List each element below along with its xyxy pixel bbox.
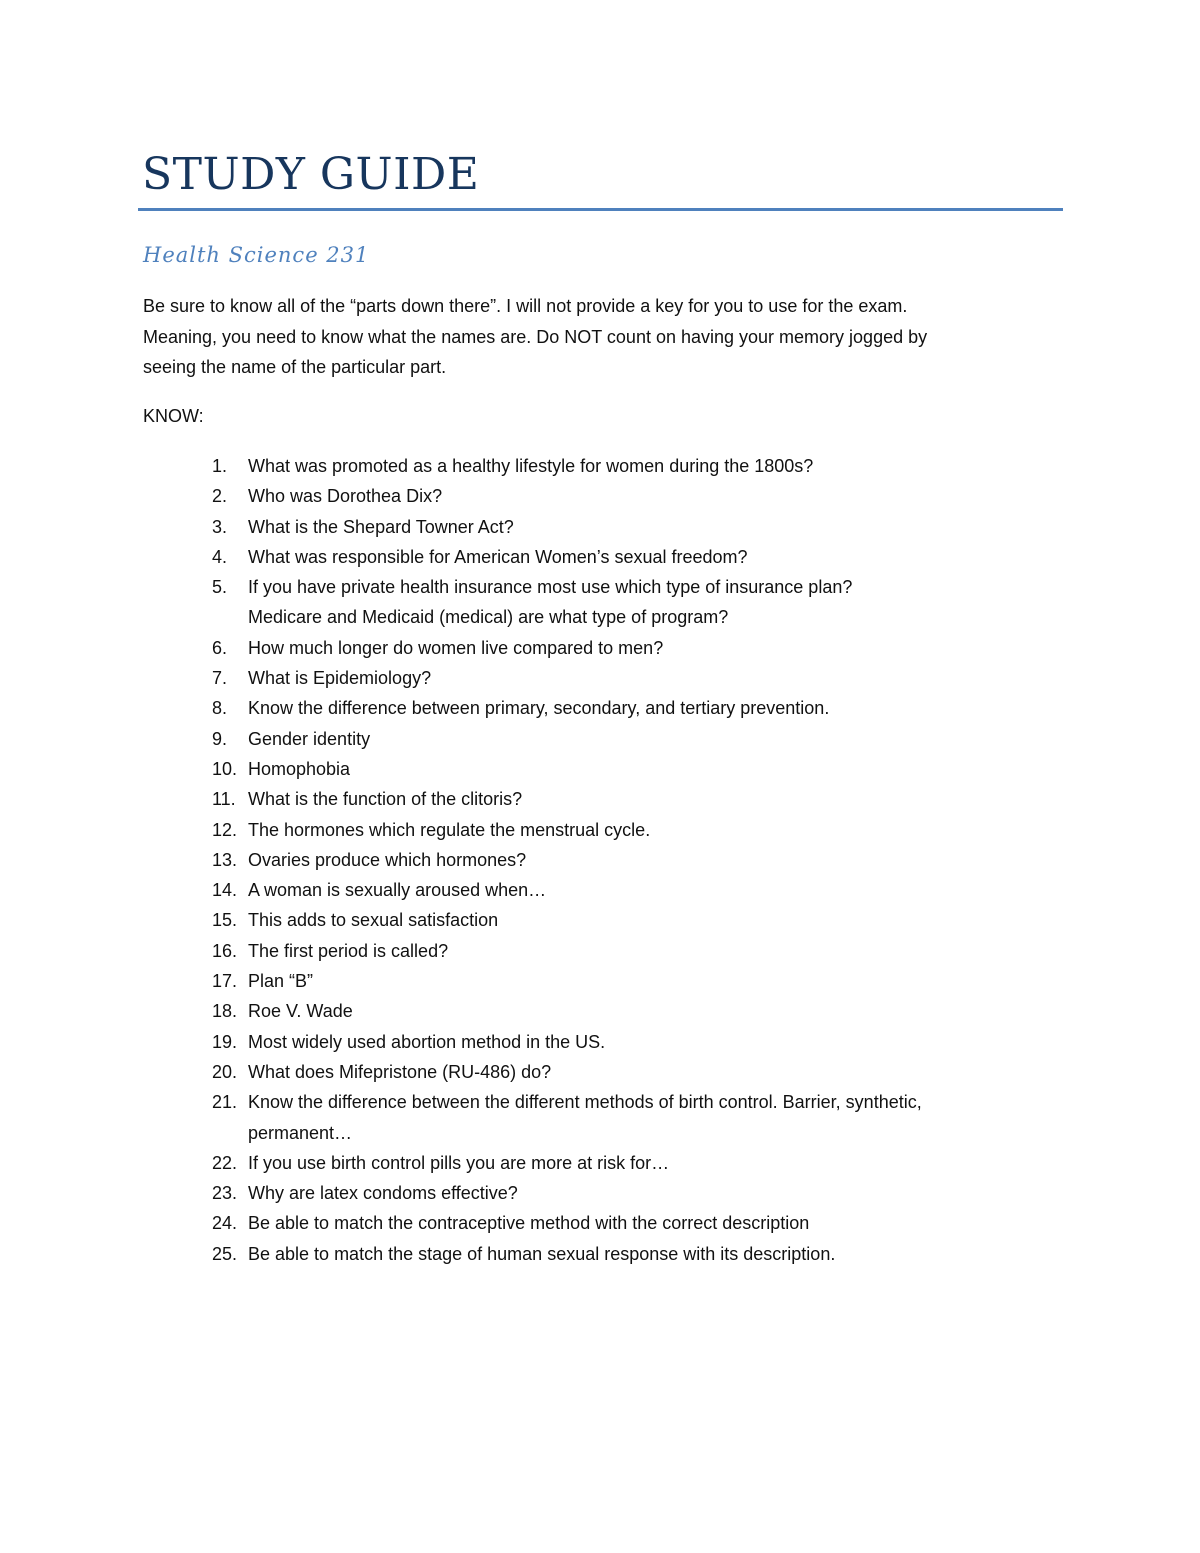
list-item-line: Plan “B” bbox=[248, 971, 314, 992]
list-item-text bbox=[248, 451, 813, 481]
list-item-number: 21. bbox=[212, 1092, 238, 1113]
list-item-line: permanent… bbox=[248, 1122, 353, 1143]
list-item bbox=[0, 845, 1200, 875]
intro-line: Be sure to know all of the “parts down there”. I will not provide a key for you to use for the exam. bbox=[143, 296, 908, 316]
list-item-line: A woman is sexually aroused when… bbox=[248, 880, 547, 901]
list-item-number: 10. bbox=[212, 758, 238, 779]
list-item-text bbox=[248, 936, 448, 966]
list-item-text bbox=[248, 1208, 809, 1238]
list-item-number: 16. bbox=[212, 940, 238, 961]
list-item-line: How much longer do women live compared to men? bbox=[248, 637, 664, 658]
list-item-line: Be able to match the contraceptive method with the correct description bbox=[248, 1213, 810, 1234]
list-item-text bbox=[248, 905, 498, 935]
intro-line: seeing the name of the particular part. bbox=[143, 357, 447, 377]
list-item-number: 24. bbox=[212, 1213, 238, 1234]
list-item-number: 25. bbox=[212, 1243, 238, 1264]
list-item-line: What was promoted as a healthy lifestyle for women during the 1800s? bbox=[248, 456, 814, 476]
list-item-line: What does Mifepristone (RU-486) do? bbox=[248, 1061, 552, 1082]
page-title: STUDY GUIDE bbox=[142, 149, 480, 200]
list-item bbox=[0, 754, 1200, 784]
list-item-number: 23. bbox=[212, 1183, 238, 1204]
list-item-text bbox=[248, 1057, 551, 1087]
list-item-number: 5. bbox=[212, 577, 228, 598]
list-item bbox=[0, 512, 1200, 542]
list-item-text bbox=[248, 512, 514, 542]
list-item-line: What is the function of the clitoris? bbox=[248, 789, 523, 810]
title-underline-divider bbox=[138, 208, 1063, 211]
list-item bbox=[0, 1057, 1200, 1087]
list-item bbox=[0, 966, 1200, 996]
list-item-number: 2. bbox=[212, 486, 228, 507]
list-item-line: Gender identity bbox=[248, 728, 371, 749]
list-item bbox=[0, 815, 1200, 845]
list-item bbox=[0, 996, 1200, 1026]
list-item-number: 17. bbox=[212, 971, 238, 992]
list-item-text bbox=[248, 542, 748, 572]
list-item-number: 19. bbox=[212, 1031, 238, 1052]
list-item bbox=[0, 875, 1200, 905]
course-subtitle: Health Science 231 bbox=[143, 243, 370, 267]
list-item-line: The first period is called? bbox=[248, 940, 449, 961]
list-item-line: Know the difference between the different methods of birth control. Barrier, synthetic, bbox=[248, 1092, 922, 1113]
list-item-line: Know the difference between primary, secondary, and tertiary prevention. bbox=[248, 698, 830, 719]
list-item-text bbox=[248, 875, 546, 905]
list-item-text bbox=[248, 481, 442, 511]
list-item-number: 4. bbox=[212, 546, 228, 567]
list-item-line: This adds to sexual satisfaction bbox=[248, 910, 499, 931]
know-heading: KNOW: bbox=[143, 406, 204, 426]
list-item-line: What is Epidemiology? bbox=[248, 668, 432, 689]
list-item-number: 1. bbox=[212, 456, 228, 476]
intro-line: Meaning, you need to know what the names are. Do NOT count on having your memory jogged by bbox=[143, 326, 928, 347]
list-item bbox=[0, 905, 1200, 935]
list-item-number: 15. bbox=[212, 910, 238, 931]
study-items-list bbox=[0, 451, 1200, 1269]
list-item-number: 22. bbox=[212, 1152, 238, 1173]
list-item-text bbox=[248, 966, 313, 996]
list-item bbox=[0, 1178, 1200, 1208]
list-item-line: The hormones which regulate the menstrual cycle. bbox=[248, 819, 651, 840]
list-item-text bbox=[248, 1148, 669, 1178]
list-item-text bbox=[248, 996, 353, 1026]
list-item bbox=[0, 1208, 1200, 1238]
list-item-text bbox=[248, 693, 829, 723]
list-item bbox=[0, 1148, 1200, 1178]
list-item-text bbox=[248, 633, 663, 663]
list-item-text bbox=[248, 663, 431, 693]
list-item-line: Ovaries produce which hormones? bbox=[248, 849, 527, 870]
list-item-text bbox=[248, 845, 526, 875]
list-item bbox=[0, 633, 1200, 663]
list-item-line: Be able to match the stage of human sexual response with its description. bbox=[248, 1243, 836, 1264]
intro-paragraph bbox=[143, 291, 1043, 383]
list-item-line: Why are latex condoms effective? bbox=[248, 1183, 518, 1204]
list-item-text bbox=[248, 815, 650, 845]
list-item bbox=[0, 724, 1200, 754]
list-item bbox=[0, 542, 1200, 572]
list-item bbox=[0, 1239, 1200, 1269]
list-item-number: 8. bbox=[212, 698, 228, 719]
list-item bbox=[0, 1087, 1200, 1148]
list-item bbox=[0, 451, 1200, 481]
list-item-number: 11. bbox=[212, 789, 236, 810]
list-item bbox=[0, 936, 1200, 966]
list-item-line: Most widely used abortion method in the US. bbox=[248, 1031, 606, 1052]
list-item-text bbox=[248, 1239, 835, 1269]
list-item-number: 3. bbox=[212, 516, 228, 537]
list-item bbox=[0, 784, 1200, 814]
list-item-line: If you have private health insurance most use which type of insurance plan? bbox=[248, 577, 853, 598]
list-item-line: If you use birth control pills you are more at risk for… bbox=[248, 1152, 670, 1173]
list-item-text bbox=[248, 724, 370, 754]
list-item-number: 12. bbox=[212, 819, 238, 840]
list-item-text bbox=[248, 1027, 605, 1057]
list-item-text bbox=[248, 1087, 922, 1148]
list-item-number: 18. bbox=[212, 1001, 238, 1022]
list-item bbox=[0, 481, 1200, 511]
list-item-number: 20. bbox=[212, 1061, 238, 1082]
list-item bbox=[0, 663, 1200, 693]
list-item-line: Medicare and Medicaid (medical) are what type of program? bbox=[248, 607, 729, 628]
list-item-number: 9. bbox=[212, 728, 228, 749]
list-item-line: What is the Shepard Towner Act? bbox=[248, 516, 514, 537]
list-item-text bbox=[248, 784, 522, 814]
list-item bbox=[0, 693, 1200, 723]
list-item-number: 6. bbox=[212, 637, 228, 658]
list-item bbox=[0, 1027, 1200, 1057]
list-item bbox=[0, 572, 1200, 633]
list-item-number: 14. bbox=[212, 880, 238, 901]
list-item-line: Roe V. Wade bbox=[248, 1001, 353, 1022]
list-item-text bbox=[248, 572, 852, 633]
list-item-line: What was responsible for American Women’s sexual freedom? bbox=[248, 546, 748, 567]
list-item-line: Who was Dorothea Dix? bbox=[248, 486, 443, 507]
list-item-text bbox=[248, 1178, 518, 1208]
list-item-text bbox=[248, 754, 350, 784]
list-item-line: Homophobia bbox=[248, 758, 351, 779]
list-item-number: 13. bbox=[212, 849, 238, 870]
list-item-number: 7. bbox=[212, 668, 228, 689]
